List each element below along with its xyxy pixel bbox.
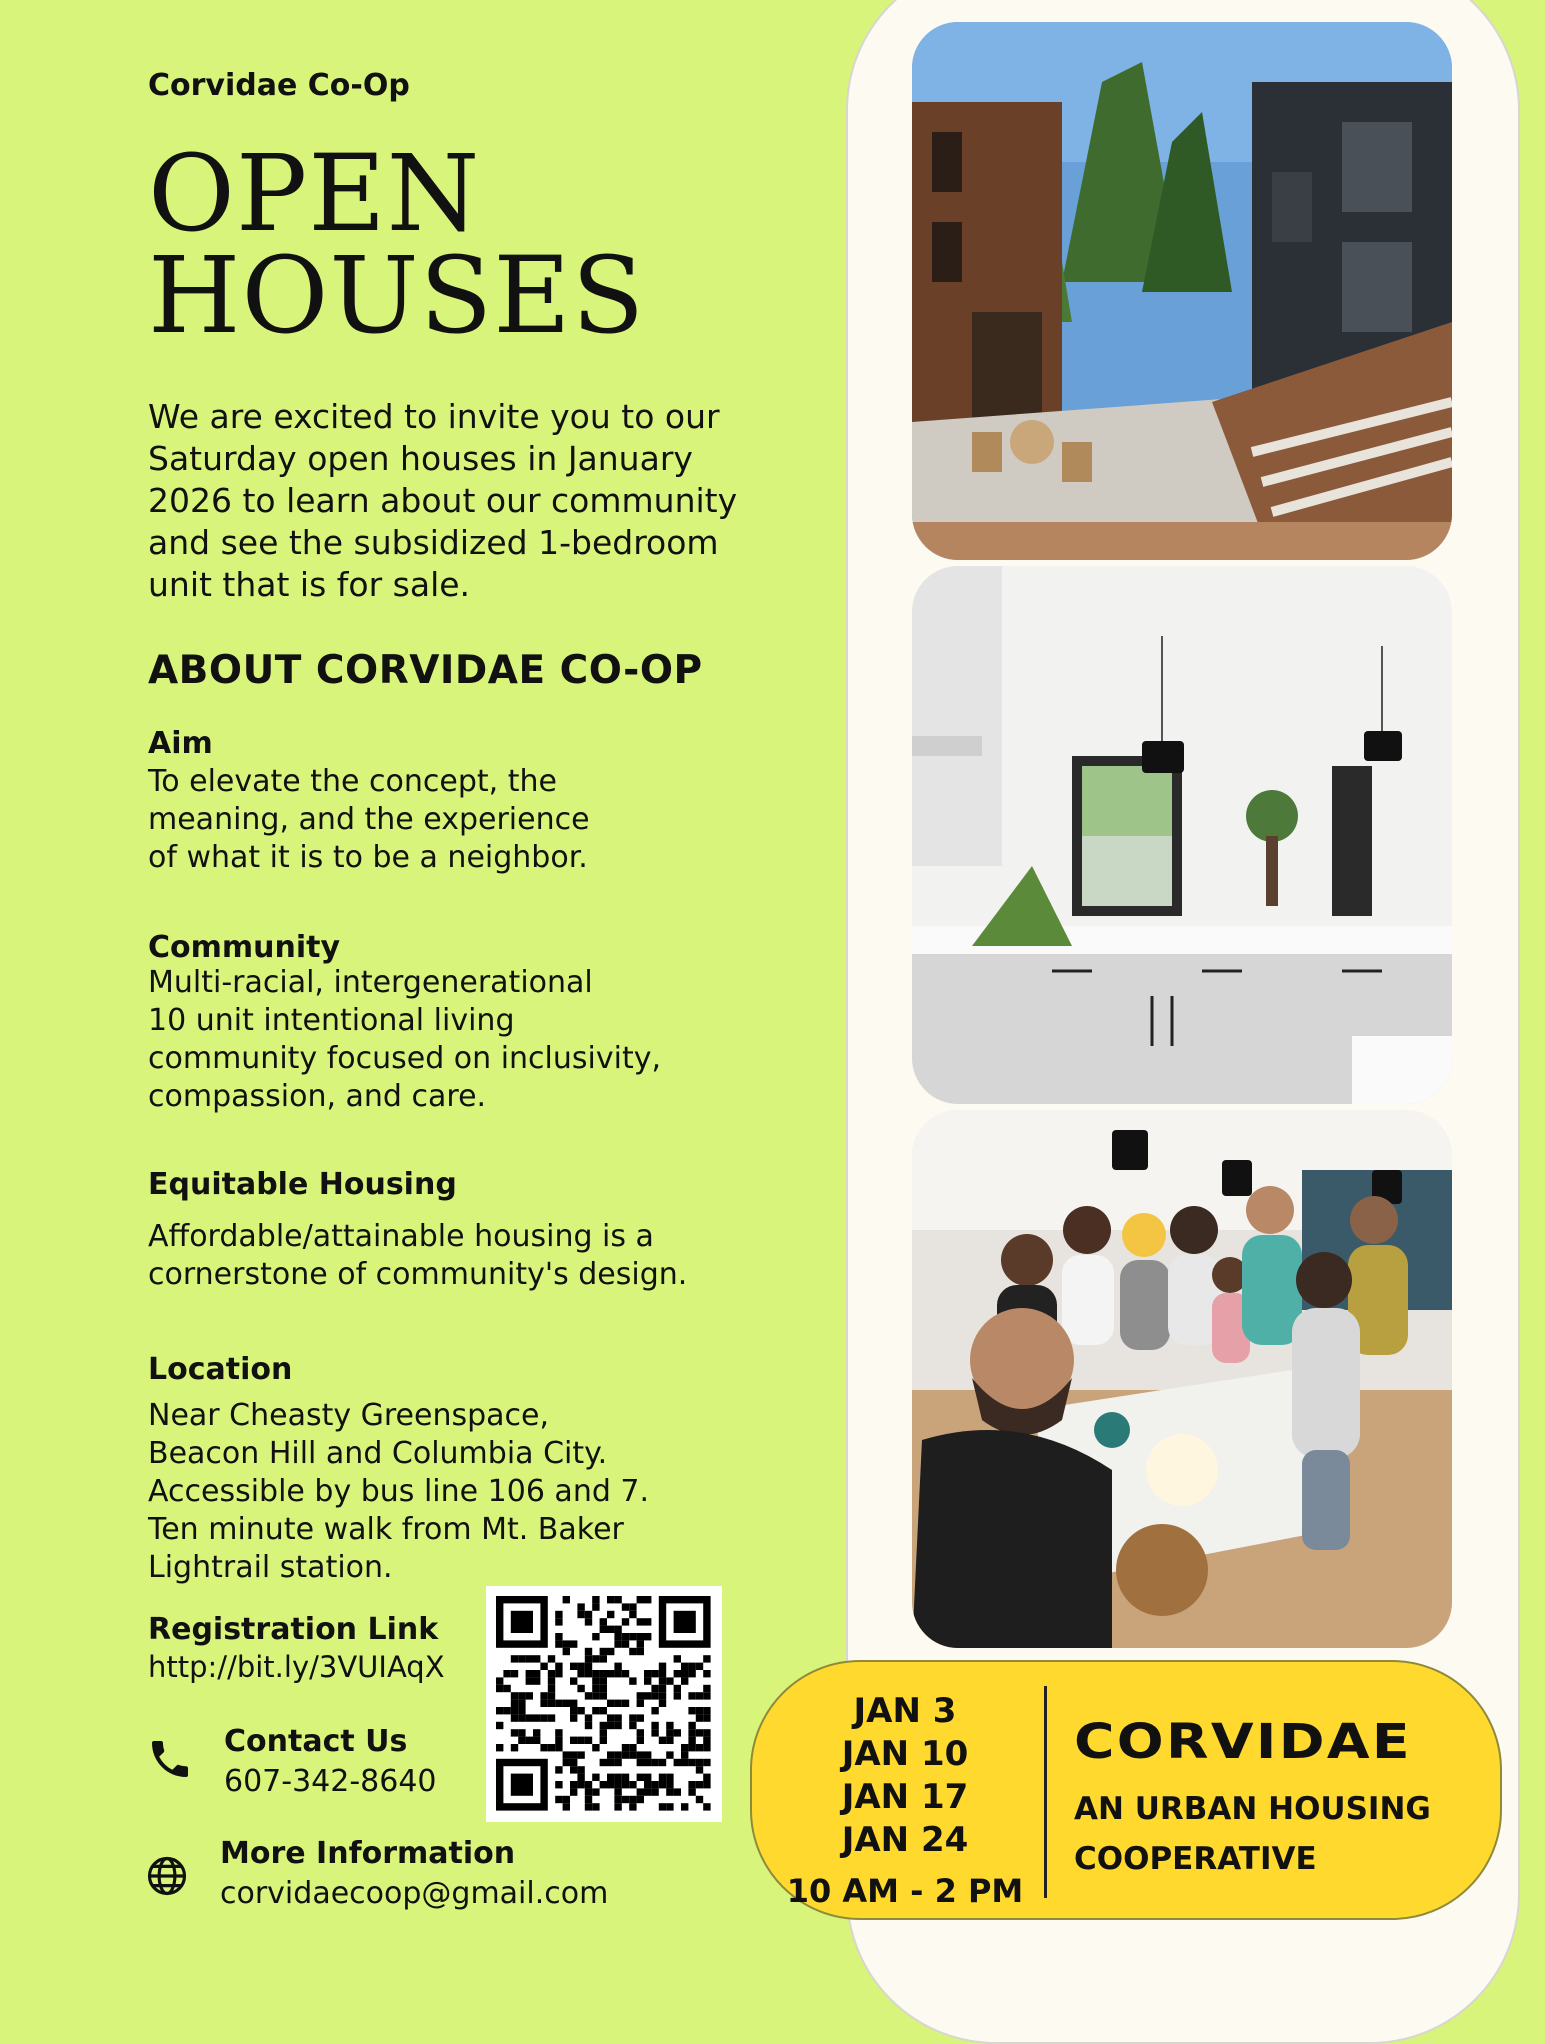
hours-text: 10 AM - 2 PM: [786, 1872, 1024, 1910]
brand-name: Corvidae Co-Op: [148, 68, 410, 103]
community-text: Multi-racial, intergenerational 10 unit intentional living community focused on inclusivity, compassion, and care.: [148, 965, 662, 1114]
registration-heading: Registration Link: [148, 1612, 439, 1647]
community-heading: Community: [148, 930, 341, 965]
registration-link[interactable]: http://bit.ly/3VUIAqX: [148, 1650, 445, 1684]
location-text: Near Cheasty Greenspace, Beacon Hill and Columbia City. Accessible by bus line 106 and 7. Ten minute walk from Mt. Baker Lightrail station.: [148, 1398, 650, 1585]
intro-text: We are excited to invite you to our Saturday open houses in January 2026 to learn about our community and see the subsidized 1-bedroom unit that is for sale.: [148, 397, 738, 604]
date-item: JAN 17: [841, 1777, 969, 1817]
about-heading: ABOUT CORVIDAE CO-OP: [148, 648, 703, 693]
equitable-housing-text: Affordable/attainable housing is a cornerstone of community's design.: [148, 1219, 688, 1292]
title-line-1: OPEN: [148, 132, 481, 255]
photo-exterior: [912, 22, 1452, 560]
contact-heading: Contact Us: [224, 1724, 408, 1759]
date-item: JAN 24: [841, 1820, 969, 1860]
globe-icon: [146, 1855, 188, 1897]
info-email[interactable]: corvidaecoop@gmail.com: [220, 1876, 609, 1911]
info-heading: More Information: [220, 1836, 516, 1871]
qr-code[interactable]: [486, 1586, 722, 1822]
dates-divider: [1044, 1686, 1047, 1898]
aim-text: To elevate the concept, the meaning, and the experience of what it is to be a neighbor.: [148, 764, 590, 875]
photo-kitchen: [912, 566, 1452, 1104]
aim-heading: Aim: [148, 726, 213, 761]
title-line-2: HOUSES: [148, 234, 646, 357]
org-tagline: AN URBAN HOUSING COOPERATIVE: [1074, 1791, 1431, 1877]
date-item: JAN 3: [853, 1691, 957, 1731]
date-item: JAN 10: [841, 1734, 969, 1774]
location-heading: Location: [148, 1352, 293, 1387]
photo-community: [912, 1110, 1452, 1648]
equitable-housing-heading: Equitable Housing: [148, 1167, 457, 1202]
contact-phone[interactable]: 607-342-8640: [224, 1764, 437, 1799]
phone-icon: [146, 1735, 194, 1783]
dates-list: [780, 1690, 1030, 1862]
org-name: CORVIDAE: [1074, 1714, 1412, 1770]
page-title: [148, 132, 646, 357]
